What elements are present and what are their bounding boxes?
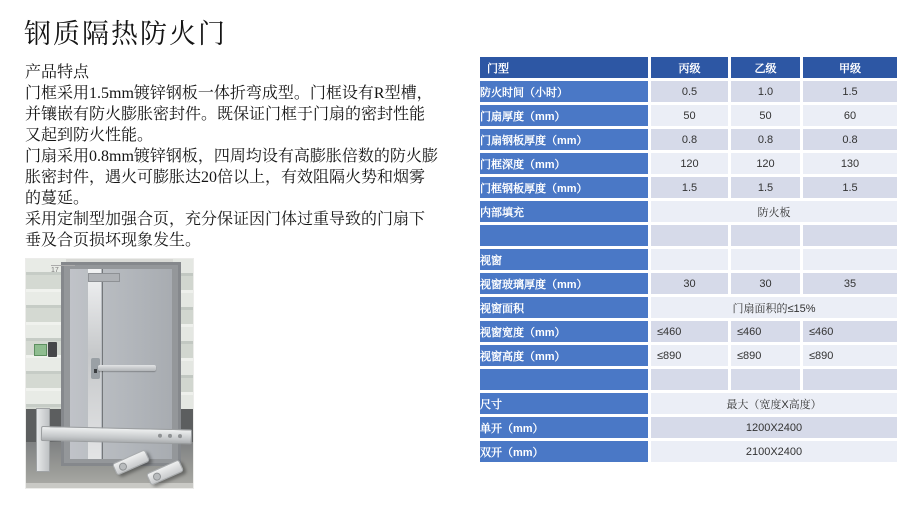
table-row: [480, 393, 897, 414]
value-cell: 1.5: [731, 177, 800, 198]
value-cell: 0.8: [731, 129, 800, 150]
row-label: 防火时间（小时）: [480, 81, 648, 102]
value-cell: 130: [803, 153, 897, 174]
table-row: [480, 417, 897, 438]
row-label: 单开（mm）: [480, 417, 648, 438]
feature-text-line: 垂及合页损坏现象发生。: [25, 232, 202, 249]
panic-bar-detail-dot: [168, 434, 172, 438]
table-row: [480, 177, 897, 198]
value-cell: [803, 225, 897, 246]
value-cell: 50: [651, 105, 728, 126]
feature-text-line: 门扇采用0.8mm镀锌钢板，四周均设有高膨胀倍数的防火膨: [25, 148, 438, 165]
header-grade-b: 乙级: [731, 57, 800, 78]
row-label: 视窗面积: [480, 297, 648, 318]
value-cell: 30: [651, 273, 728, 294]
table-row: [480, 105, 897, 126]
table-row: [480, 369, 897, 390]
value-cell: 0.5: [651, 81, 728, 102]
table-row: [480, 273, 897, 294]
value-cell: 120: [731, 153, 800, 174]
table-row: [480, 249, 897, 270]
row-label: 门扇厚度（mm）: [480, 105, 648, 126]
row-label: 内部填充: [480, 201, 648, 222]
value-cell: ≤890: [803, 345, 897, 366]
value-cell: ≤890: [651, 345, 728, 366]
merged-value-cell: 门扇面积的≤15%: [651, 297, 897, 318]
merged-value-cell: 防火板: [651, 201, 897, 222]
row-label: 门框钢板厚度（mm）: [480, 177, 648, 198]
row-label: 视窗高度（mm）: [480, 345, 648, 366]
value-cell: ≤460: [803, 321, 897, 342]
value-cell: ≤460: [651, 321, 728, 342]
value-cell: [651, 225, 728, 246]
row-label: 尺寸: [480, 393, 648, 414]
table-row: [480, 129, 897, 150]
table-row: [480, 201, 897, 222]
merged-value-cell: 2100X2400: [651, 441, 897, 462]
features-heading: 产品特点: [25, 64, 90, 81]
value-cell: 1.5: [803, 177, 897, 198]
table-row: [480, 225, 897, 246]
value-cell: [651, 249, 728, 270]
value-cell: ≤460: [731, 321, 800, 342]
value-cell: [803, 369, 897, 390]
merged-value-cell: 最大（宽度X高度）: [651, 393, 897, 414]
room-number-sign: 17: [51, 265, 75, 275]
wall-card-reader: [48, 342, 57, 357]
row-label: 门框深度（mm）: [480, 153, 648, 174]
door-handle-bar: [98, 365, 156, 371]
row-label: [480, 225, 648, 246]
value-cell: 60: [803, 105, 897, 126]
wall-glass-panels-left: [26, 259, 66, 411]
table-row: [480, 441, 897, 462]
value-cell: [731, 369, 800, 390]
floor-edge: [26, 483, 193, 488]
value-cell: 1.5: [803, 81, 897, 102]
feature-text-line: 胀密封件，遇火可膨胀达20倍以上，有效阻隔火势和烟雾: [25, 169, 426, 186]
row-label: 视窗宽度（mm）: [480, 321, 648, 342]
value-cell: ≤890: [731, 345, 800, 366]
value-cell: 120: [651, 153, 728, 174]
value-cell: 30: [731, 273, 800, 294]
table-row: [480, 297, 897, 318]
row-label: 视窗玻璃厚度（mm）: [480, 273, 648, 294]
door-photo: [26, 259, 193, 488]
header-grade-c: 丙级: [651, 57, 728, 78]
device-knob: [152, 471, 163, 482]
feature-text-line: 采用定制型加强合页，充分保证因门体过重导致的门扇下: [25, 211, 426, 228]
row-label: 门扇钢板厚度（mm）: [480, 129, 648, 150]
table-header-row: [480, 57, 897, 78]
panic-bar-detail-dot: [178, 434, 182, 438]
feature-text-line: 的蔓延。: [25, 190, 90, 207]
header-grade-a: 甲级: [803, 57, 897, 78]
feature-text-line: 又起到防火性能。: [25, 127, 154, 144]
wall-exit-sign: [34, 344, 47, 356]
feature-text-line: 门框采用1.5mm镀锌钢板一体折弯成型。门框设有R型槽，: [25, 85, 433, 102]
door-closer-top: [88, 273, 120, 282]
row-label: 双开（mm）: [480, 441, 648, 462]
row-label: [480, 369, 648, 390]
panic-bar-detail-dot: [158, 434, 162, 438]
value-cell: 0.8: [651, 129, 728, 150]
merged-value-cell: 1200X2400: [651, 417, 897, 438]
value-cell: [803, 249, 897, 270]
product-features: [25, 62, 483, 251]
keyhole: [94, 369, 97, 373]
table-row: [480, 321, 897, 342]
spec-table: [477, 54, 900, 465]
value-cell: 35: [803, 273, 897, 294]
feature-text-line: 并镶嵌有防火膨胀密封件。既保证门框于门扇的密封性能: [25, 106, 426, 123]
value-cell: [731, 249, 800, 270]
table-row: [480, 81, 897, 102]
value-cell: 1.0: [731, 81, 800, 102]
page-title: 钢质隔热防火门: [24, 19, 227, 49]
value-cell: [651, 369, 728, 390]
value-cell: 1.5: [651, 177, 728, 198]
header-door-type: 门型: [480, 57, 648, 78]
device-knob: [118, 461, 129, 472]
value-cell: 0.8: [803, 129, 897, 150]
row-label: 视窗: [480, 249, 648, 270]
value-cell: 50: [731, 105, 800, 126]
table-row: [480, 153, 897, 174]
table-row: [480, 345, 897, 366]
value-cell: [731, 225, 800, 246]
